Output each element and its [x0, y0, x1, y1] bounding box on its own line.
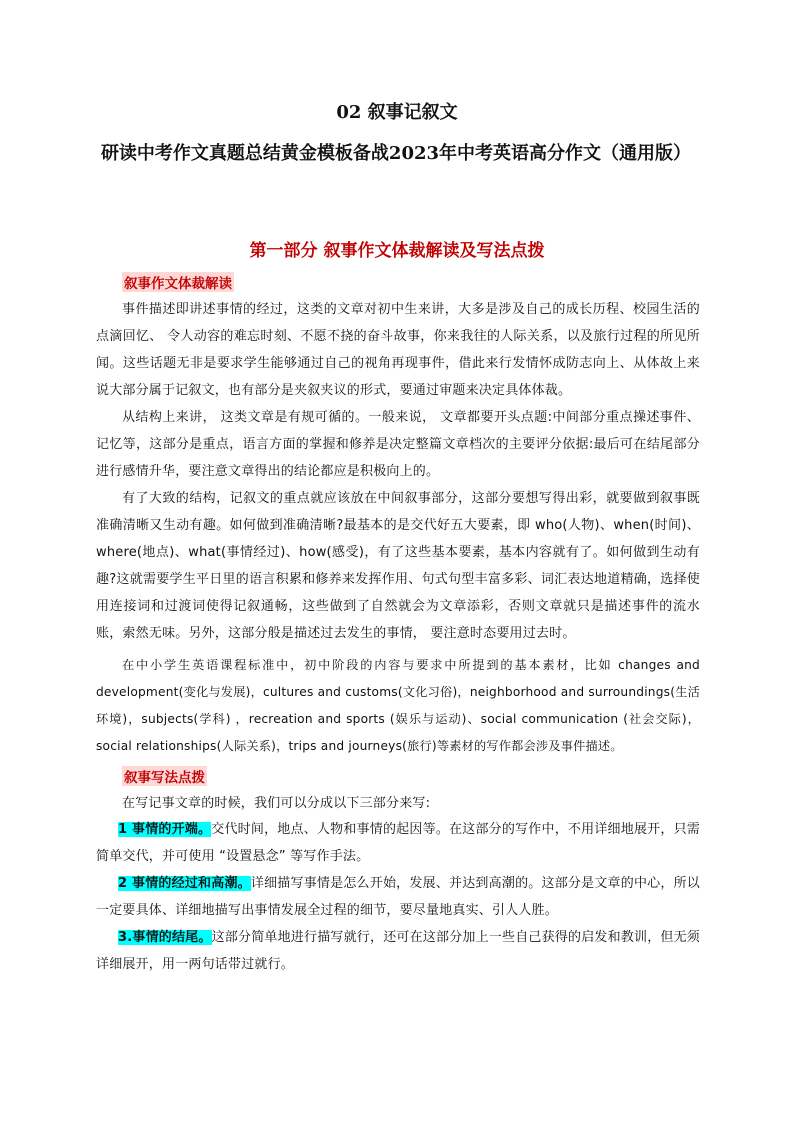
step-1-text: 交代时间，地点、人物和事情的起因等。在这部分的写作中，不用详细地展开，只需简单交代，并可使用 “设置悬念” 等写作手法。 — [96, 822, 701, 864]
subheading-writing-tips: 叙事写法点拨 — [122, 766, 207, 786]
step-1-label: 1 事情的开端。 — [118, 822, 212, 837]
step-1 — [96, 816, 700, 870]
step-2-text: 详细描写事情是怎么开始，发展、并达到高潮的。这部分是文章的中心，所以一定要具体、详细地描写出事情发展全过程的细节，要尽量地真实、引人人胜。 — [96, 876, 700, 918]
step-2 — [96, 870, 700, 924]
paragraph-4: 在中小学生英语课程标准中，初中阶段的内容与要求中所提到的基本素材，比如 changes and development(变化与发展)，cultures and customs(文化习俗)，neighborhood and surroundings(生活环境)，subjects(学科) ，recreation and sports (娱乐与运动)、social communication (社会交际)，social relationships(人际关系)，trips and journeys(旅行)等素材的写作都会涉及事件描述。 — [96, 658, 700, 753]
step-3-text: 这部分简单地进行描写就行，还可在这部分加上一些自己获得的启发和教训，但无须详细展开，用一两句话带过就行。 — [96, 930, 700, 972]
doc-main-title: 研读中考作文真题总结黄金模板备战2023年中考英语高分作文（通用版） — [100, 143, 692, 164]
step-3 — [96, 924, 700, 978]
step-3-label: 3.事情的结尾。 — [118, 930, 212, 945]
subheading-genre: 叙事作文体裁解读 — [122, 272, 234, 292]
paragraph-3: 有了大致的结构，记叙文的重点就应该放在中间叙事部分，这部分要想写得出彩，就要做到叙事既准确清晰又生动有趣。如何做到准确清晰?最基本的是交代好五大要素，即 who(人物)、when(时间)、where(地点)、what(事情经过)、how(感受)，有了这些基本要素，基本内容就有了。如何做到生动有趣?这就需要学生平日里的语言积累和修养来发挥作用、句式句型丰富多彩、词汇表达地道精确，选择使用连接词和过渡词使得记叙通畅，这些做到了自然就会为文章添彩，否则文章就只是描述事件的流水账，索然无味。另外，这部分般是描述过去发生的事情， 要注意时态要用过去时。 — [96, 491, 700, 641]
paragraph-5: 在写记事文章的时候，我们可以分成以下三部分来写: — [122, 796, 431, 811]
paragraph-1: 事件描述即讲述事情的经过，这类的文章对初中生来讲，大多是涉及自己的成长历程、校园生活的点滴回忆、 令人动容的难忘时刻、不愿不挠的奋斗故事，你来我往的人际关系，以及旅行过程的所见所闻。这些话题无非是要求学生能够通过自己的视角再现事件，借此来行发情怀成防志向上、从体故上来说大部分属于记叙文，也有部分是夹叙夹议的形式，要通过审题来决定具体体裁。 — [96, 302, 700, 398]
section-title: 第一部分 叙事作文体裁解读及写法点拨 — [249, 241, 545, 261]
paragraph-2: 从结构上来讲， 这类文章是有规可循的。一般来说， 文章都要开头点题:中间部分重点操述事件、记忆等，这部分是重点，语言方面的掌握和修养是决定整篇文章档次的主要评分依据:最后可在结尾部分进行感情升华，要注意文章得出的结论都应是积极向上的。 — [96, 410, 700, 479]
doc-number-title: 02 叙事记叙文 — [336, 102, 458, 123]
step-2-label: 2 事情的经过和高潮。 — [118, 876, 251, 891]
